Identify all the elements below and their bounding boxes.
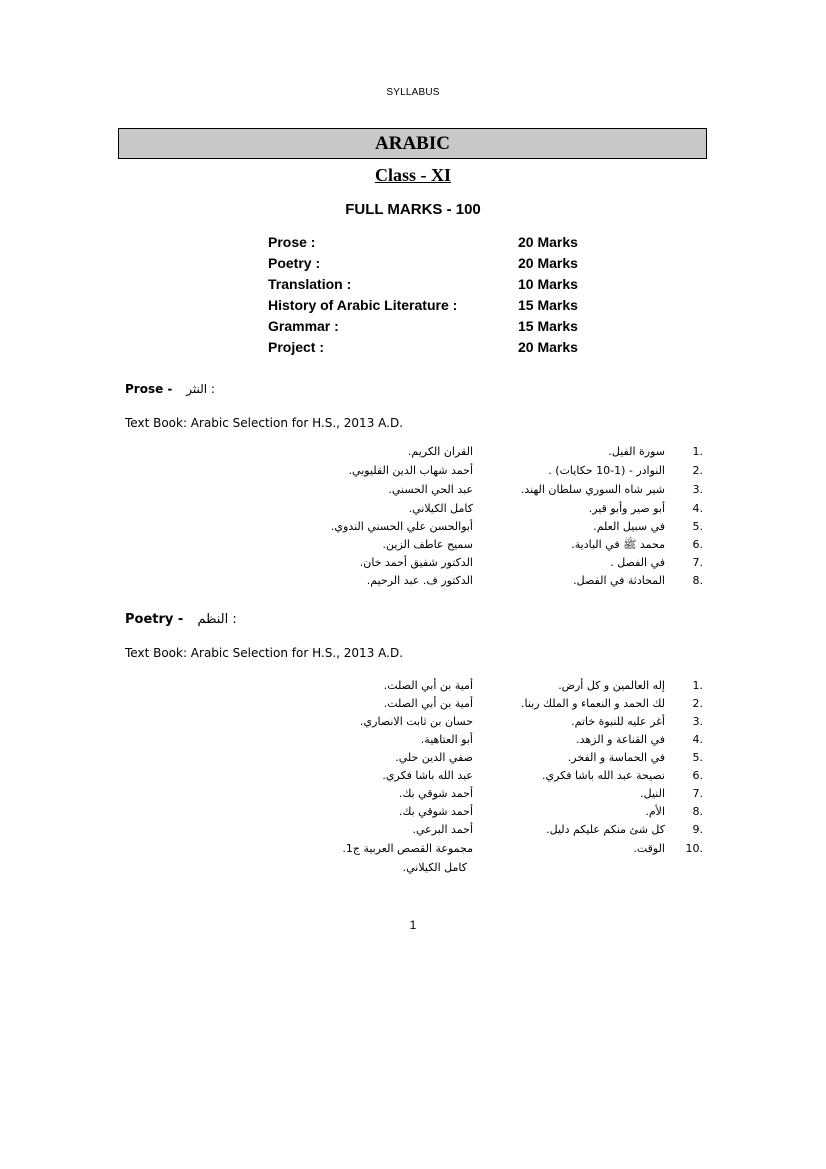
item-title: نصيحة عبد الله باشا فكري. <box>542 769 665 782</box>
item-title: النوادر - (1-10 حكايات) . <box>548 464 665 477</box>
item-author: أحمد شوقي بك. <box>398 787 473 800</box>
marks-label: Poetry : <box>268 255 321 271</box>
list-item <box>150 464 705 482</box>
list-item <box>150 697 705 715</box>
item-title: شير شاه السوري سلطان الهند. <box>520 483 665 496</box>
list-item <box>150 483 705 501</box>
prose-heading <box>125 382 215 396</box>
item-author: سميح عاطف الزين. <box>382 538 473 551</box>
item-title: في سبيل العلم. <box>593 520 665 533</box>
marks-row-translation <box>268 276 598 297</box>
marks-value: 15 Marks <box>518 297 578 313</box>
item-number: 5. <box>692 520 703 533</box>
poetry-heading-en: Poetry - <box>125 612 184 627</box>
item-author: الدكتور شفيق أحمد خان. <box>359 556 473 569</box>
list-item <box>150 823 705 841</box>
item-number: 8. <box>692 574 703 587</box>
item-title: محمد ﷺ في البادية. <box>571 538 665 551</box>
marks-label: Prose : <box>268 234 316 250</box>
item-title: المحادثة في الفصل. <box>573 574 665 587</box>
prose-heading-en: Prose - <box>125 382 173 396</box>
item-number: 3. <box>692 715 703 728</box>
item-author: عبد الله باشا فكري. <box>382 769 473 782</box>
item-title: سورة الفيل. <box>608 445 665 458</box>
item-author: أمية بن أبي الصلت. <box>383 697 473 710</box>
marks-label: History of Arabic Literature : <box>268 297 458 313</box>
item-title: الأم. <box>645 805 665 818</box>
item-author: القران الكريم. <box>407 445 473 458</box>
marks-value: 10 Marks <box>518 276 578 292</box>
item-number: 2. <box>692 464 703 477</box>
prose-heading-ar: النثر : <box>186 382 215 396</box>
item-title: في القناعة و الزهد. <box>576 733 665 746</box>
marks-row-grammar <box>268 318 598 339</box>
marks-value: 20 Marks <box>518 234 578 250</box>
item-number: 9. <box>692 823 703 836</box>
marks-label: Grammar : <box>268 318 339 334</box>
marks-label: Translation : <box>268 276 352 292</box>
item-title: النيل. <box>640 787 665 800</box>
item-author: أحمد شوقي بك. <box>398 805 473 818</box>
list-item <box>150 751 705 769</box>
item-author: مجموعة القصص العربية ج1. <box>342 842 473 855</box>
item-author: أحمد البرعي. <box>412 823 473 836</box>
item-author: أبوالحسن علي الحسني الندوي. <box>330 520 473 533</box>
list-item <box>150 805 705 823</box>
item-author: أبو العتاهية. <box>420 733 473 746</box>
item-number: 5. <box>692 751 703 764</box>
list-item <box>150 679 705 697</box>
marks-row-project <box>268 339 598 360</box>
list-item <box>150 445 705 463</box>
item-author: كامل الكيلاني. <box>402 861 467 874</box>
marks-label: Project : <box>268 339 325 355</box>
marks-value: 20 Marks <box>518 255 578 271</box>
item-number: 1. <box>692 679 703 692</box>
item-author: الدكتور ف. عبد الرحيم. <box>366 574 473 587</box>
subject-banner <box>118 128 707 159</box>
prose-textbook: Text Book: Arabic Selection for H.S., 2013 A.D. <box>125 416 404 430</box>
class-title: Class - XI <box>374 165 451 185</box>
poetry-textbook: Text Book: Arabic Selection for H.S., 2013 A.D. <box>125 646 404 660</box>
list-item <box>150 715 705 733</box>
item-title: إله العالمين و كل أرض. <box>558 679 665 692</box>
marks-row-prose <box>268 234 598 255</box>
list-item <box>150 574 705 592</box>
item-author: عبد الحي الحسني. <box>388 483 473 496</box>
item-title: أغر عليه للنبوة خاتم. <box>571 715 665 728</box>
full-marks: FULL MARKS - 100 <box>345 201 481 218</box>
item-number: 7. <box>692 556 703 569</box>
list-item <box>150 769 705 787</box>
page-number: 1 <box>409 918 417 932</box>
list-item <box>150 502 705 520</box>
syllabus-label: SYLLABUS <box>386 87 440 98</box>
item-author: حسان بن ثابت الانصاري. <box>360 715 473 728</box>
item-number: 7. <box>692 787 703 800</box>
marks-value: 15 Marks <box>518 318 578 334</box>
item-number: 4. <box>692 502 703 515</box>
item-author: صفي الدين حلي. <box>395 751 473 764</box>
marks-row-history <box>268 297 598 318</box>
list-item <box>150 842 705 860</box>
item-number: 1. <box>692 445 703 458</box>
item-number: 10. <box>685 842 703 855</box>
marks-row-poetry <box>268 255 598 276</box>
list-item <box>150 733 705 751</box>
item-number: 2. <box>692 697 703 710</box>
item-title: كل شئ منكم عليكم دليل. <box>546 823 665 836</box>
poetry-heading <box>125 612 237 627</box>
subject-title: ARABIC <box>375 132 450 154</box>
poetry-heading-ar: النظم : <box>197 612 237 627</box>
list-item <box>150 861 705 879</box>
item-number: 8. <box>692 805 703 818</box>
item-title: في الحماسة و الفخر. <box>567 751 665 764</box>
item-author: أمية بن أبي الصلت. <box>383 679 473 692</box>
item-number: 6. <box>692 538 703 551</box>
list-item <box>150 556 705 574</box>
item-number: 4. <box>692 733 703 746</box>
list-item <box>150 520 705 538</box>
item-number: 6. <box>692 769 703 782</box>
item-author: كامل الكيلاني. <box>408 502 473 515</box>
item-author: أحمد شهاب الدين القليوبي. <box>348 464 473 477</box>
item-title: الوقت. <box>633 842 665 855</box>
list-item <box>150 787 705 805</box>
item-title: في الفصل . <box>610 556 665 569</box>
item-title: أبو صير وأبو قير. <box>588 502 665 515</box>
item-title: لك الحمد و النعماء و الملك ربنا. <box>520 697 665 710</box>
list-item <box>150 538 705 556</box>
item-number: 3. <box>692 483 703 496</box>
marks-value: 20 Marks <box>518 339 578 355</box>
